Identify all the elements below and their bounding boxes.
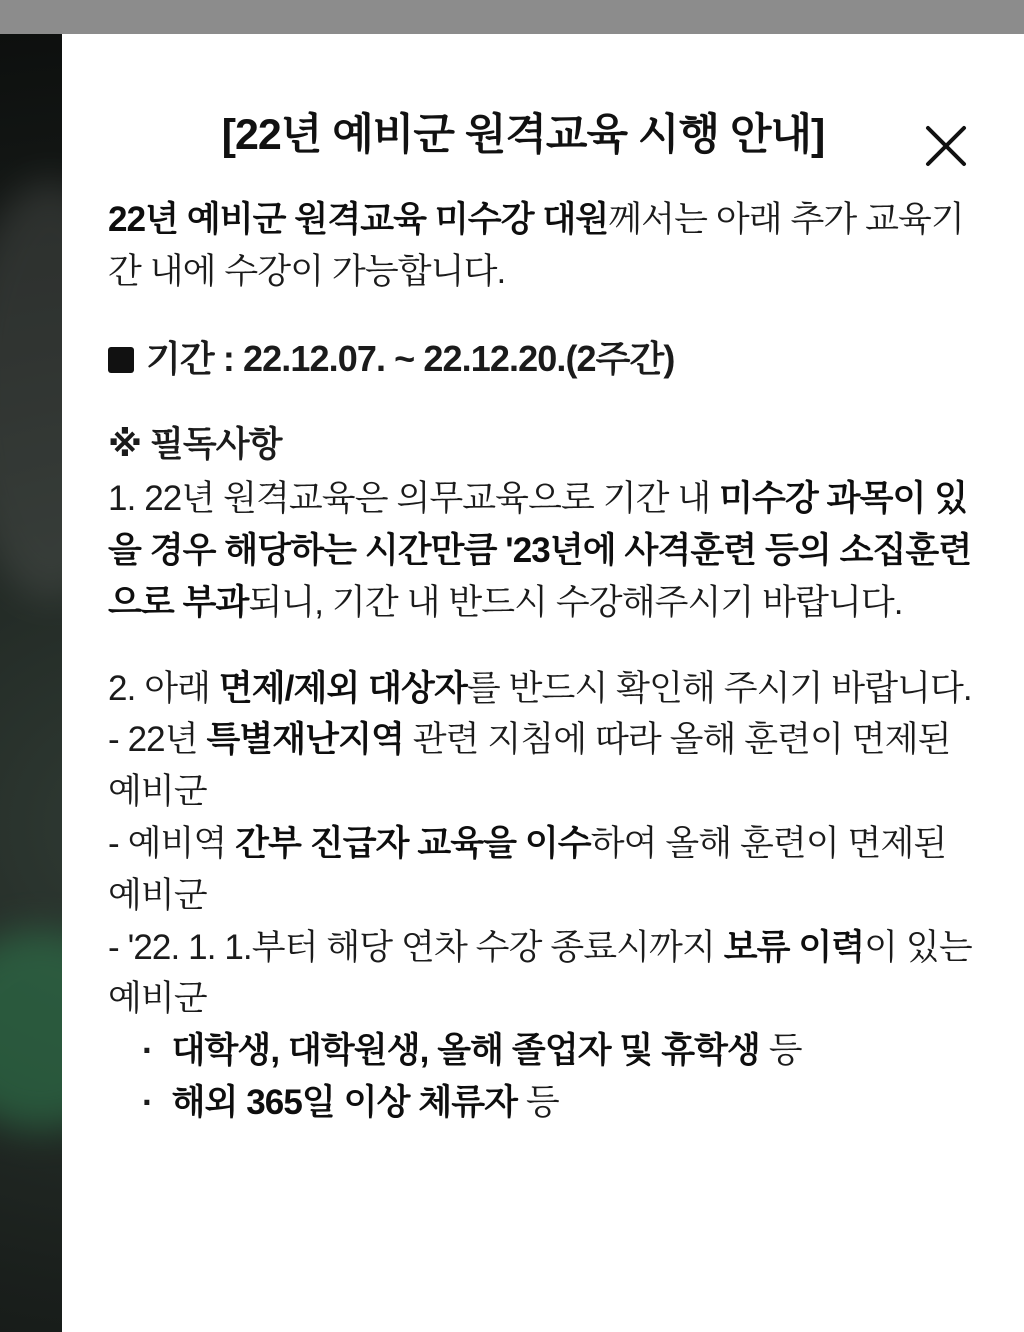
exemption-item	[108, 922, 978, 1026]
period-text: 기간 : 22.12.07. ~ 22.12.20.(2주간)	[146, 337, 675, 379]
modal-title: [22년 예비군 원격교육 시행 안내]	[221, 111, 825, 159]
exemption-bold: 간부 진급자 교육을 이수	[235, 823, 591, 863]
close-icon[interactable]	[920, 120, 972, 172]
status-bar	[0, 0, 1024, 34]
exemption-suffix: 하여 올해 훈련이 면제된 예비군	[108, 823, 947, 915]
exemption-suffix: 관련 지침에 따라 올해 훈련이 면제된 예비군	[108, 720, 951, 812]
intro-rest: 께서는 아래 추가 교육기간 내에 수강이 가능합니다.	[108, 200, 964, 291]
exemption-prefix: - 22년	[108, 720, 207, 760]
sub-item-suffix: 등	[517, 1082, 559, 1122]
item1-lead: 1. 22년 원격교육은 의무교육으로 기간 내	[108, 479, 720, 519]
item2-lead: 2. 아래	[108, 668, 219, 708]
exemption-prefix: - '22. 1. 1.부터 해당 연차 수강 종료시까지	[108, 927, 724, 967]
item1-bold: 미수강 과목이 있을 경우 해당하는 시간만큼 '23년에 사격훈련 등의 소집훈련으로 부과	[108, 479, 972, 622]
notice-body	[62, 194, 1024, 1169]
sub-item	[108, 1077, 978, 1129]
exemption-suffix: 이 있는 예비군	[108, 927, 972, 1019]
notice-modal	[62, 34, 1024, 1332]
must-read-heading: ※ 필독사항	[108, 425, 282, 465]
exemption-bold: 보류 이력	[723, 927, 865, 967]
exemption-item	[108, 818, 978, 922]
exemption-item	[108, 714, 978, 818]
item1-tail: 되니, 기간 내 반드시 수강해주시기 바랍니다.	[248, 582, 903, 622]
sub-item	[108, 1025, 978, 1077]
item1-paragraph	[108, 473, 978, 628]
item2-tail: 를 반드시 확인해 주시기 바랍니다.	[466, 668, 972, 708]
intro-paragraph	[108, 194, 978, 298]
item2-paragraph	[108, 663, 978, 715]
period-paragraph	[108, 332, 978, 386]
exemption-prefix: - 예비역	[108, 823, 236, 863]
exemption-bold: 특별재난지역	[206, 720, 404, 760]
item2-bold: 면제/제외 대상자	[218, 668, 467, 708]
sub-item-bold: 해외 365일 이상 체류자	[171, 1082, 518, 1122]
sub-item-suffix: 등	[759, 1031, 802, 1071]
modal-header	[62, 34, 1024, 194]
sub-item-bold: 대학생, 대학원생, 올해 졸업자 및 휴학생	[171, 1031, 760, 1071]
intro-bold: 22년 예비군 원격교육 미수강 대원	[108, 200, 609, 239]
square-bullet-icon	[108, 347, 134, 373]
